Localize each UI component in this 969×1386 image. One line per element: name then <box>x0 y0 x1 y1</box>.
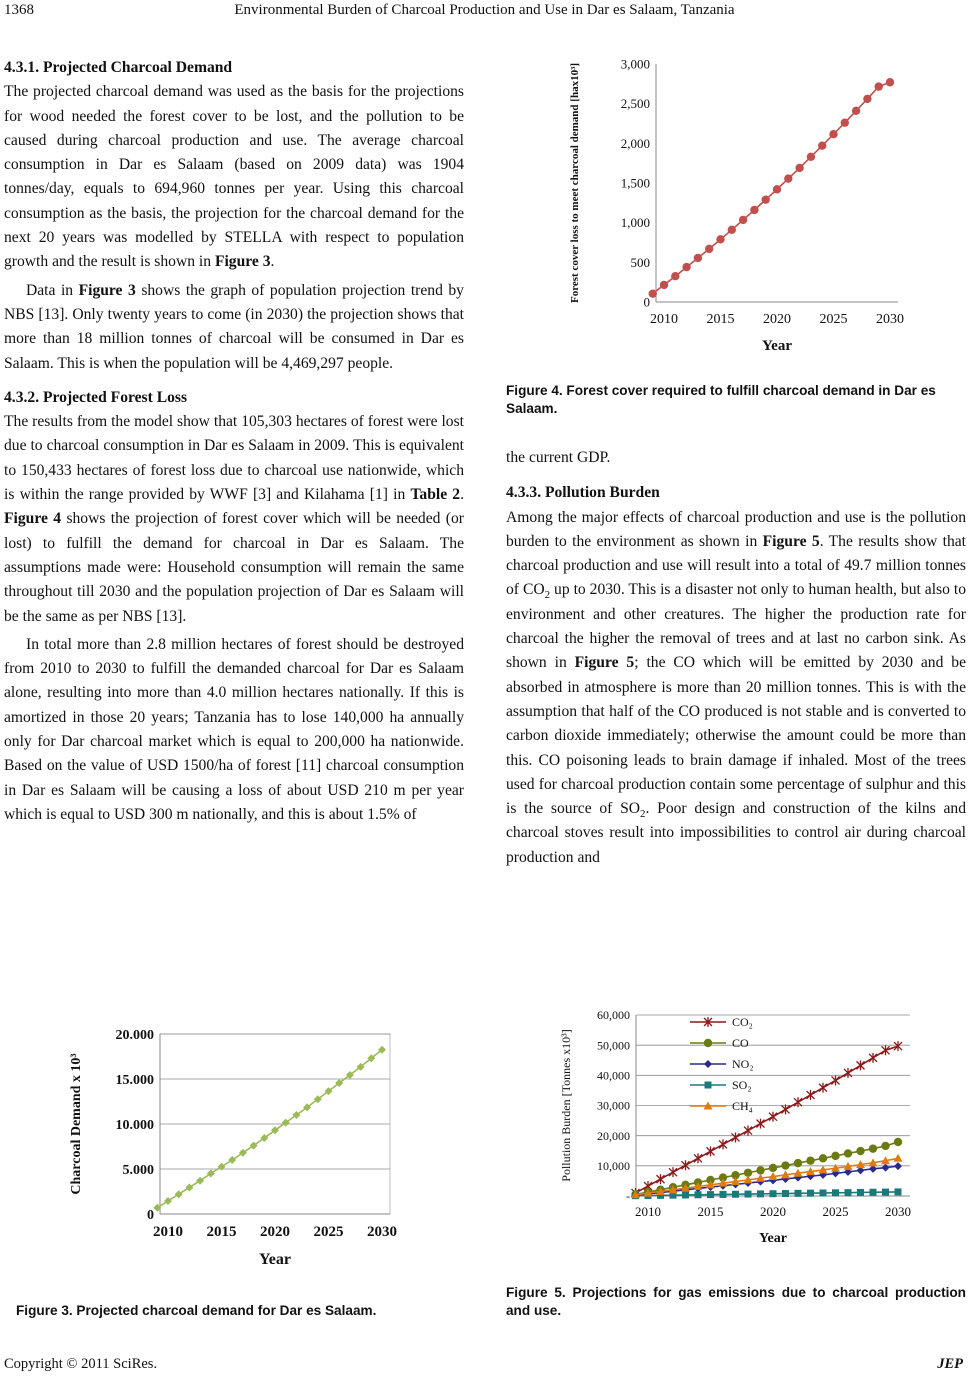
data-point <box>671 272 679 280</box>
data-point <box>831 1152 839 1160</box>
text: shows the projection of forest cover which will be needed (or lost) to fulfill the demand for charcoal in Dar es Salaam. The assumptions made were: Household consumption will remain the same throughout till 2030 and the population projection of Dar es Salaam will be the same as per NBS [13]. <box>4 510 464 625</box>
x-tick-label: 2025 <box>822 1204 849 1219</box>
data-point <box>175 1190 183 1198</box>
data-point <box>857 1060 865 1070</box>
fig4-chart <box>560 52 910 370</box>
data-point <box>881 1142 889 1150</box>
data-point <box>795 164 803 172</box>
data-point <box>869 1144 877 1152</box>
data-point <box>770 1190 777 1197</box>
running-title: Environmental Burden of Charcoal Production and Use in Dar es Salaam, Tanzania <box>234 2 735 18</box>
legend-label: CH₄ <box>732 1099 753 1113</box>
y-tick-label: 5.000 <box>122 1162 154 1178</box>
data-point <box>782 1104 790 1114</box>
data-point <box>745 1191 752 1198</box>
data-point <box>807 153 815 161</box>
figure-4-caption: Figure 4. Forest cover required to fulfill charcoal demand in Dar es Salaam. <box>506 383 936 416</box>
paragraph: the current GDP. <box>506 449 611 466</box>
data-point <box>807 1190 814 1197</box>
data-point <box>806 1157 814 1165</box>
data-point <box>795 1190 802 1197</box>
data-point <box>856 1147 864 1155</box>
legend-label: CO <box>732 1036 749 1050</box>
data-point <box>164 1197 172 1205</box>
data-point <box>769 1112 777 1122</box>
subscript: 2 <box>544 589 551 602</box>
y-tick-label: 3,000 <box>620 56 650 72</box>
data-point <box>769 1164 777 1172</box>
y-tick-label: 50,000 <box>597 1038 630 1053</box>
copyright: Copyright © 2011 SciRes. <box>4 1356 158 1372</box>
data-point <box>870 1189 877 1196</box>
data-point <box>794 1159 802 1167</box>
data-point <box>682 1160 690 1170</box>
text: The projected charcoal demand was used as the basis for the projections for wood needed the forest cover to be lost, and the pollution to be caused during charcoal production and use. The average charcoal consumption in Dar es Salaam (based on 2009 data) was 1904 tonnes/day, equals to 694,960 tonnes per year. Using this charcoal consumption as the basis, the projection for the charcoal demand for the next 20 years was modelled by STELLA with respect to population growth and the result is shown in <box>4 83 464 271</box>
data-point <box>807 1090 815 1100</box>
text: . <box>270 253 275 271</box>
fig3-chart <box>60 1014 410 1294</box>
text: up to 2030. This is a disaster not only to human health, but also to environment and other creatures. The higher the production rate for charcoal the higher the removal of trees and at last no carbon sink. As shown in <box>506 581 966 672</box>
y-tick-label: 1,500 <box>620 175 650 191</box>
data-point <box>720 1191 727 1198</box>
figure-5 <box>548 1010 918 1277</box>
data-point <box>660 281 668 289</box>
y-tick-label: 60,000 <box>597 1010 630 1023</box>
figure-ref[interactable]: Figure 4 <box>4 510 62 528</box>
page-header <box>0 0 969 26</box>
text: The results from the model show that 105,303 hectares of forest were lost due to charcoal consumption in Dar es Salaam in 2009. This is equivalent to 150,433 hectares of forest loss due to charcoal use nationwide, which is within the range provided by WWF [3] and Kilahama [1] in <box>4 413 464 504</box>
data-point <box>694 1153 702 1163</box>
data-point <box>794 1097 802 1107</box>
data-point <box>762 195 770 203</box>
journal-abbrev: JEP <box>937 1356 963 1372</box>
data-point <box>894 1154 903 1162</box>
data-point <box>185 1183 193 1191</box>
data-point <box>882 1045 890 1055</box>
data-point <box>669 1167 677 1177</box>
data-point <box>757 1190 764 1197</box>
x-tick-label: 2010 <box>635 1204 661 1219</box>
text: Data in <box>26 281 74 299</box>
paragraph <box>4 80 464 274</box>
text: Among the major effects of charcoal production and use is the pollution burden to the environment as shown in <box>506 508 966 550</box>
y-tick-label: 20,000 <box>597 1128 630 1143</box>
figure-5-caption: Figure 5. Projections for gas emissions due to charcoal production and use. <box>506 1285 966 1318</box>
data-point <box>695 1191 702 1198</box>
y-tick-label: 0 <box>643 294 650 310</box>
data-point <box>819 1083 827 1093</box>
x-tick-label: 2015 <box>706 312 735 327</box>
data-point <box>744 1126 752 1136</box>
y-tick-label: 15.000 <box>115 1072 154 1088</box>
y-tick-label: 10.000 <box>115 1117 154 1133</box>
x-tick-label: 2015 <box>697 1204 724 1219</box>
text: . <box>460 486 465 504</box>
paragraph <box>4 633 464 827</box>
y-tick-label: 10,000 <box>597 1159 630 1174</box>
data-point <box>841 119 849 127</box>
data-point <box>832 1189 839 1196</box>
data-point <box>649 289 657 297</box>
y-tick-label: 2,500 <box>620 96 650 112</box>
x-tick-label: 2015 <box>206 1224 237 1240</box>
x-axis-label: Year <box>259 1251 291 1268</box>
text: shows the graph of population projection trend by NBS [13]. Only twenty years to come (in 2030) the projection shows that more than 18 million tonnes of charcoal will be consumed in Dar es Salaam. This is when the population will be 4,469,297 people. <box>4 281 464 372</box>
text: . The results show that charcoal production and use will result into a total of 49.7 million tonnes of CO <box>506 532 966 599</box>
subscript: 2 <box>640 808 646 821</box>
data-point <box>728 226 736 234</box>
y-axis-label: Forest cover loss to meet charcoal demand [hax10³] <box>569 62 581 304</box>
data-point <box>784 174 792 182</box>
data-point <box>707 1146 715 1156</box>
data-point <box>739 216 747 224</box>
y-tick-label: 0 <box>147 1207 154 1223</box>
data-point <box>894 1138 902 1146</box>
data-point <box>844 1149 852 1157</box>
table-ref[interactable]: Table 2 <box>410 486 461 504</box>
y-axis-label: Charcoal Demand x 10³ <box>69 1053 84 1195</box>
y-tick-label: 1,000 <box>620 215 650 231</box>
data-point <box>882 1189 889 1196</box>
data-point <box>895 1188 902 1195</box>
legend-marker <box>705 1082 712 1089</box>
data-point <box>869 1053 877 1063</box>
y-axis-label: Pollution Burden [Tonnes x10³] <box>559 1029 573 1182</box>
left-column <box>4 56 464 827</box>
right-column <box>506 446 966 870</box>
legend-marker <box>704 1060 712 1068</box>
figure-ref[interactable]: Figure 3 <box>78 281 136 299</box>
data-point <box>782 1190 789 1197</box>
data-point <box>657 1174 665 1184</box>
x-tick-label: 2030 <box>367 1224 397 1240</box>
data-point <box>218 1163 226 1171</box>
data-point <box>863 95 871 103</box>
paragraph <box>4 279 464 376</box>
section-title-4-3-3: 4.3.3. Pollution Burden <box>506 484 660 502</box>
data-point <box>844 1068 852 1078</box>
section-title-4-3-1: 4.3.1. Projected Charcoal Demand <box>4 59 233 76</box>
fig5-chart <box>548 1010 918 1272</box>
data-point <box>845 1189 852 1196</box>
paragraph <box>4 410 464 629</box>
x-tick-label: 2030 <box>885 1204 911 1219</box>
x-tick-label: 2030 <box>876 312 904 327</box>
data-point <box>882 1164 890 1172</box>
data-point <box>750 206 758 214</box>
x-tick-label: 2010 <box>153 1224 183 1240</box>
data-point <box>886 78 894 86</box>
paragraph <box>506 506 966 870</box>
data-point <box>756 1166 764 1174</box>
data-point <box>820 1189 827 1196</box>
x-tick-label: 2020 <box>763 312 791 327</box>
section-title-4-3-2: 4.3.2. Projected Forest Loss <box>4 388 188 406</box>
y-tick-label: 30,000 <box>597 1098 630 1113</box>
data-point <box>732 1191 739 1198</box>
data-point <box>716 235 724 243</box>
figure-ref[interactable]: Figure 5 <box>762 532 820 550</box>
y-tick-label: 40,000 <box>597 1068 630 1083</box>
x-tick-label: 2010 <box>650 312 678 327</box>
data-point <box>773 185 781 193</box>
x-tick-label: 2020 <box>260 1224 290 1240</box>
data-point <box>705 245 713 253</box>
data-point <box>682 1191 689 1198</box>
x-axis-label: Year <box>759 1231 787 1246</box>
data-point <box>818 142 826 150</box>
x-tick-label: 2025 <box>819 312 848 327</box>
data-point <box>829 130 837 138</box>
data-point <box>707 1191 714 1198</box>
page-footer <box>4 1356 963 1373</box>
data-point <box>682 263 690 271</box>
figure-ref[interactable]: Figure 3 <box>214 253 271 271</box>
x-tick-label: 2020 <box>760 1204 786 1219</box>
data-point <box>719 1139 727 1149</box>
legend-label: SO₂ <box>732 1078 752 1092</box>
legend-label: CO₂ <box>732 1015 753 1029</box>
data-point <box>894 1162 902 1170</box>
data-point <box>819 1154 827 1162</box>
y-tick-label: 2,000 <box>620 135 650 151</box>
data-point <box>875 82 883 90</box>
data-point <box>781 1161 789 1169</box>
x-tick-label: 2025 <box>313 1224 344 1240</box>
data-point <box>857 1189 864 1196</box>
page-number: 1368 <box>4 2 34 18</box>
text: ; the CO which will be emitted by 2030 and be absorbed in atmosphere is more than 20 million tonnes. This is with the assumption that half of the CO produced is not stable and is converted to carbon dioxide immediately; otherwise the amount could be more than this. CO poisoning leads to brain damage if inhaled. Most of the trees used for charcoal production contain some percentage of sulphur and this is the source of SO <box>506 654 966 818</box>
legend-marker <box>704 1039 712 1047</box>
figure-3-caption: Figure 3. Projected charcoal demand for Dar es Salaam. <box>16 1303 377 1318</box>
data-point <box>852 107 860 115</box>
data-point <box>832 1075 840 1085</box>
x-axis-label: Year <box>762 338 792 354</box>
text: . Poor design and construction of the kilns and charcoal stoves result into impossibilities to control air during charcoal production and <box>506 800 966 866</box>
data-point <box>894 1041 902 1051</box>
figure-ref[interactable]: Figure 5 <box>574 654 635 672</box>
text: In total more than 2.8 million hectares of forest should be destroyed from 2010 to 2030 to fulfill the demanded charcoal for Dar es Salaam alone, resulting into more than 4.0 million hectares nationally. If this is amortized in those 20 years; Tanzania has to lose 140,000 ha annually only for Dar charcoal market which is equal to 200,000 ha nationwide. Based on the value of USD 1500/ha of forest [11] charcoal consumption in Dar es Salaam will be causing a loss of about USD 210 m per year which is equal to USD 300 m nationally, and this is about 1.5% of <box>4 635 464 823</box>
y-tick-label: - <box>626 1189 630 1204</box>
figure-4 <box>560 52 910 375</box>
y-tick-label: 20.000 <box>115 1027 154 1043</box>
data-point <box>694 254 702 262</box>
y-tick-label: 500 <box>630 254 650 270</box>
data-point <box>757 1119 765 1129</box>
figure-3 <box>60 1014 410 1299</box>
legend-label: NO₂ <box>732 1057 754 1071</box>
data-point <box>732 1132 740 1142</box>
